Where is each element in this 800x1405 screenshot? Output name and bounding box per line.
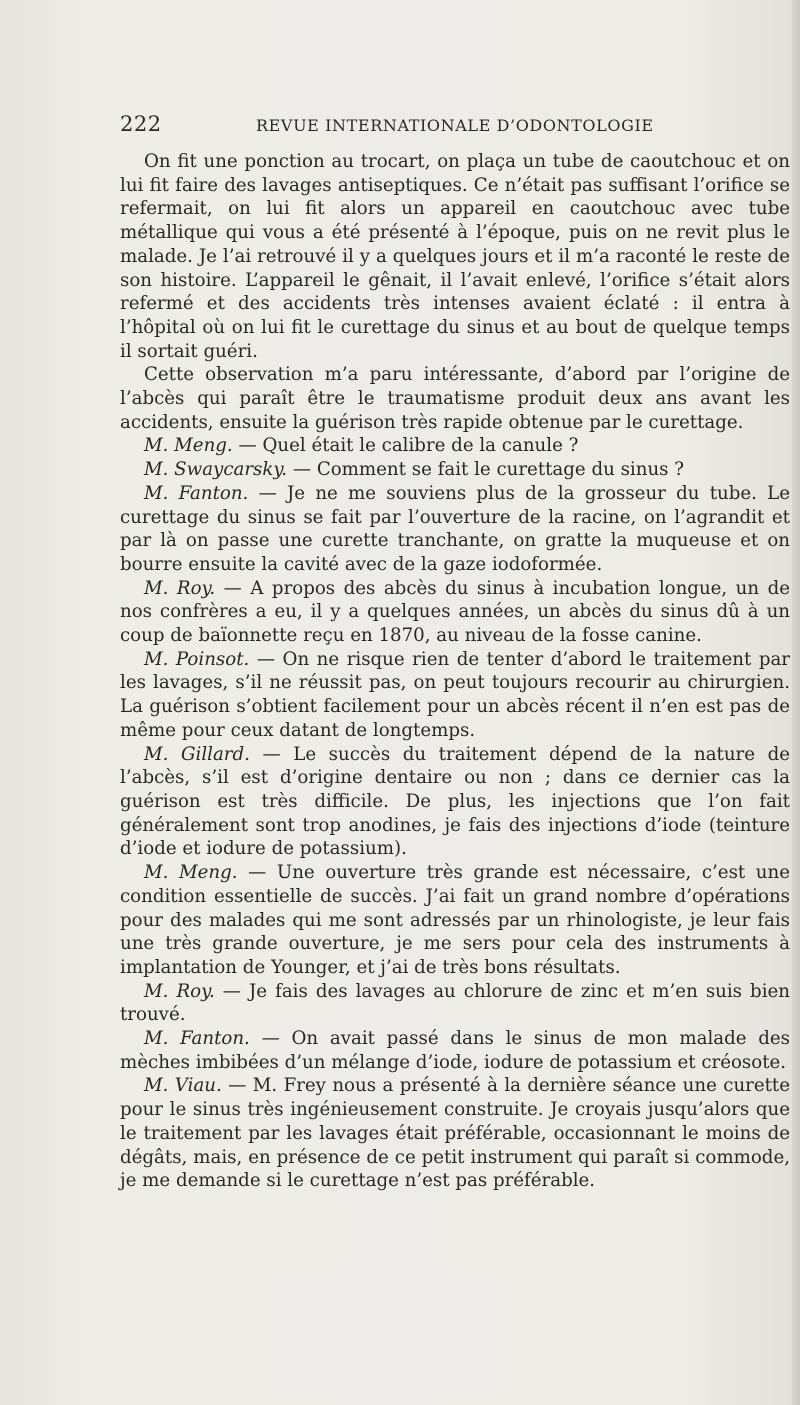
speaker-name: M. Poinsot.: [144, 648, 250, 670]
paragraph: [120, 577, 790, 648]
paragraph: [120, 150, 790, 363]
paragraph-text: — On ne risque rien de tenter d’abord le traitement par les lavages, s’il ne réussit pas, on peut toujours recourir au chirurgien. La guérison s’obtient facilement pour un abcès récent il n’en est pas de même pour ceux datant de longtemps.: [120, 648, 791, 741]
speaker-name: M. Meng.: [144, 435, 233, 457]
speaker-name: M. Swaycarsky.: [144, 459, 288, 481]
paragraph: [120, 1074, 790, 1193]
body-text: [120, 150, 790, 1193]
paragraph-text: — Comment se fait le curettage du sinus ?: [287, 459, 685, 481]
paragraph: [120, 482, 790, 577]
page-header: [120, 112, 790, 142]
paragraph-text: On fit une ponction au trocart, on plaça un tube de caoutchouc et on lui fit faire des lavages antiseptiques. Ce n’était pas suffisant l’orifice se refermait, on lui fit alors un appareil en caoutchouc avec tube métallique qui vous a été présenté à l’époque, puis on ne revit plus le malade. Je l’ai retrouvé il y a quelques jours et il m’a raconté le reste de son histoire. L’appareil le gênait, il l’avait enlevé, l’orifice s’était alors refermé et des accidents très intenses avaient éclaté : il entra à l’hôpital où on lui fit le curettage du sinus et au bout de quelque temps il sortait guéri.: [120, 151, 790, 362]
paragraph-text: — Je ne me souviens plus de la grosseur du tube. Le curettage du sinus se fait par l’ouverture de la racine, on l’agrandit et par là on passe une curette tranchante, on gratte la muqueuse et on bourre ensuite la cavité avec de la gaze iodoformée.: [120, 482, 790, 575]
paragraph: [120, 458, 790, 482]
paragraph: [120, 363, 790, 434]
speaker-name: M. Gillard.: [144, 743, 250, 765]
paragraph: [120, 980, 790, 1027]
speaker-name: M. Viau.: [144, 1075, 222, 1097]
paragraph: [120, 1027, 790, 1074]
paragraph-text: — Quel était le calibre de la canule ?: [232, 435, 579, 457]
page-edge-shadow: [792, 0, 800, 1405]
paragraph-text: — A propos des abcès du sinus à incubation longue, un de nos confrères a eu, il y a quelques années, un abcès du sinus dû à un coup de baïonnette reçu en 1870, au niveau de la fosse canine.: [120, 577, 790, 647]
paragraph-text: — Une ouverture très grande est nécessaire, c’est une condition essentielle de succès. J’ai fait un grand nombre d’opérations pour des malades qui me sont adressés par un rhinologiste, je leur fais une très grande ouverture, je me sers pour cela des instruments à implantation de Younger, et j’ai de très bons résultats.: [120, 862, 790, 978]
paragraph: [120, 861, 790, 980]
speaker-name: M. Fanton.: [144, 1028, 250, 1050]
paragraph: [120, 743, 790, 862]
paragraph: [120, 648, 790, 743]
speaker-name: M. Roy.: [144, 980, 215, 1002]
paragraph-text: — Je fais des lavages au chlorure de zinc et m’en suis bien trouvé.: [120, 980, 790, 1026]
paragraph-text: — M. Frey nous a présenté à la dernière séance une curette pour le sinus très ingénieusement construite. Je croyais jusqu’alors que le traitement par les lavages était préférable, occasionnant le moins de dégâts, mais, en présence de ce petit instrument qui paraît si commode, je me demande si le curettage n’est pas préférable.: [120, 1075, 790, 1192]
page-number: 222: [120, 112, 162, 136]
paragraph-text: Cette observation m’a paru intéressante, d’abord par l’origine de l’abcès qui paraît être le traumatisme produit deux ans avant les accidents, ensuite la guérison très rapide obtenue par le curettage.: [120, 364, 790, 433]
speaker-name: M. Fanton.: [144, 482, 249, 504]
running-title: REVUE INTERNATIONALE D’ODONTOLOGIE: [256, 116, 654, 135]
speaker-name: M. Roy.: [144, 577, 216, 599]
paragraph-text: — Le succès du traitement dépend de la nature de l’abcès, s’il est d’origine dentaire ou non ; dans ce dernier cas la guérison est très difficile. De plus, les injections que l’on fait généralement sont trop anodines, je fais des injections d’iode (teinture d’iode et iodure de potassium).: [120, 743, 790, 860]
paragraph: [120, 434, 790, 458]
speaker-name: M. Meng.: [144, 862, 238, 884]
paragraph-text: — On avait passé dans le sinus de mon malade des mèches imbibées d’un mélange d’iode, iodure de potassium et créosote.: [120, 1028, 790, 1073]
